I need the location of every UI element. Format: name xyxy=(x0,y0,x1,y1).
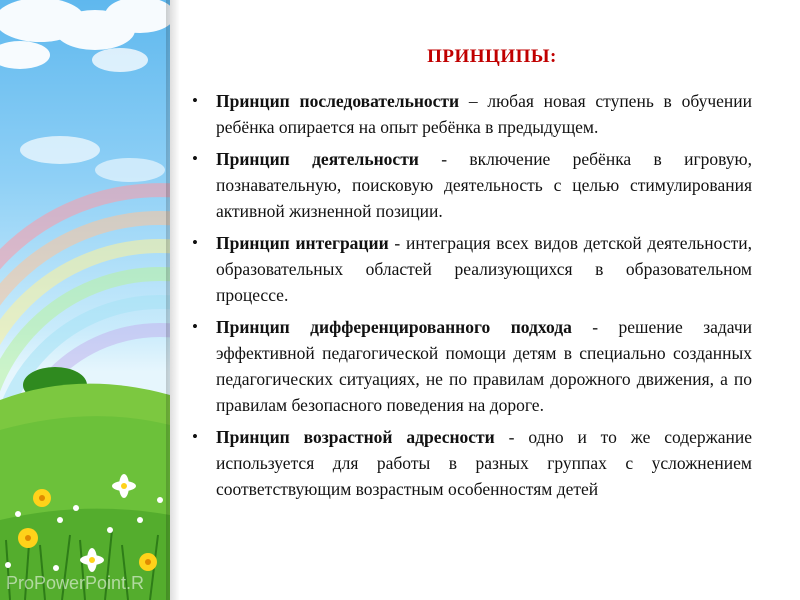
principle-description: – любая новая ступень в обучении ребёнка опирается на опыт ребёнка в предыдущем. xyxy=(216,91,752,137)
clouds xyxy=(0,0,170,182)
panel-shadow xyxy=(166,0,180,600)
list-item xyxy=(192,424,752,502)
slide-title: ПРИНЦИПЫ: xyxy=(427,46,557,67)
list-item xyxy=(192,230,752,308)
principle-description: - решение задачи эффективной педагогической помощи детям в специально созданных педагогических ситуациях, не по правилам дорожного движения, а по правилам безопасного поведения на дороге. xyxy=(216,317,753,415)
principle-description: - одно и то же содержание используется для работы в разных группах с усложнением соответствующим возрастным особенностям детей xyxy=(216,427,753,499)
nature-illustration xyxy=(0,0,170,600)
list-item xyxy=(192,88,752,140)
principle-term: Принцип деятельности xyxy=(216,149,419,169)
decorative-side-panel xyxy=(0,0,170,600)
bullet-icon: • xyxy=(192,317,198,336)
bullet-icon: • xyxy=(192,233,198,252)
slide-content xyxy=(192,46,752,508)
bullet-icon: • xyxy=(192,149,198,168)
list-item xyxy=(192,146,752,224)
principles-list xyxy=(192,88,752,502)
principle-description: - интеграция всех видов детской деятельности, образовательных областей реализующихся в образовательном процессе. xyxy=(216,233,752,305)
principle-term: Принцип интеграции xyxy=(216,233,389,253)
bullet-icon: • xyxy=(192,427,198,446)
principle-description: - включение ребёнка в игровую, познавательную, поисковую деятельность с целью стимулирования активной жизненной позиции. xyxy=(216,149,752,221)
watermark: ProPowerPoint.R xyxy=(6,573,145,593)
bullet-icon: • xyxy=(192,91,198,110)
principle-term: Принцип возрастной адресности xyxy=(216,427,495,447)
principle-term: Принцип последовательности xyxy=(216,91,460,111)
principle-term: Принцип дифференцированного подхода xyxy=(216,317,572,337)
list-item xyxy=(192,314,752,418)
